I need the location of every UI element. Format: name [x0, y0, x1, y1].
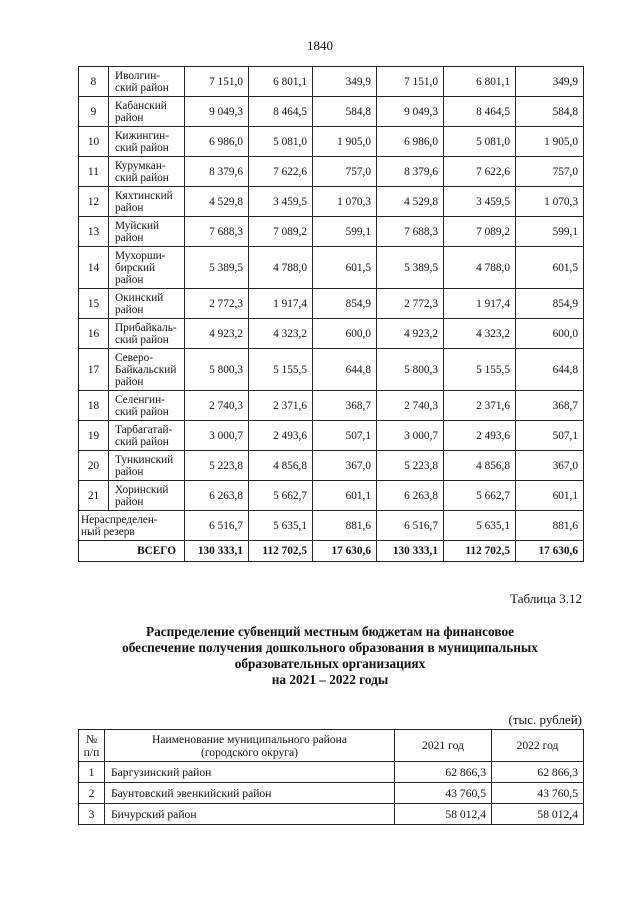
district-name-line: Кяхтинский: [115, 189, 173, 202]
value-cell: 6 986,0: [185, 127, 249, 157]
header-number: [79, 730, 105, 762]
row-number: 9: [79, 97, 109, 127]
value-cell: 7 622,6: [249, 157, 313, 187]
value-cell: 1 070,3: [313, 187, 377, 217]
district-name-line: ский район: [115, 435, 169, 448]
value-cell: 2 740,3: [377, 391, 444, 421]
district-name: [109, 451, 185, 481]
total-value-cell: 130 333,1: [185, 541, 249, 562]
district-name: [109, 187, 185, 217]
value-cell: 368,7: [313, 391, 377, 421]
value-cell: 5 635,1: [249, 511, 313, 541]
value-cell: 881,6: [313, 511, 377, 541]
value-cell: 2 493,6: [444, 421, 516, 451]
subsidy-table-continued: [78, 66, 584, 562]
value-cell: 2 772,3: [185, 289, 249, 319]
value-2022: 43 760,5: [492, 783, 584, 804]
value-cell: 5 081,0: [444, 127, 516, 157]
table-row: [79, 67, 584, 97]
unit-note: (тыс. рублей): [508, 712, 582, 727]
district-name-line: ский район: [115, 171, 169, 184]
value-cell: 4 923,2: [185, 319, 249, 349]
value-cell: 6 516,7: [185, 511, 249, 541]
district-name-line: бирский: [115, 261, 156, 274]
table-row: [79, 247, 584, 289]
section-title-line: Распределение субвенций местным бюджетам на финансовое: [145, 624, 515, 639]
value-cell: 5 155,5: [444, 349, 516, 391]
total-value-cell: 17 630,6: [313, 541, 377, 562]
value-2021: 43 760,5: [395, 783, 492, 804]
value-cell: 600,0: [313, 319, 377, 349]
table-row: [79, 319, 584, 349]
district-name-line: Окинский: [115, 291, 164, 304]
value-cell: 349,9: [313, 67, 377, 97]
district-name: [109, 97, 185, 127]
row-number: 13: [79, 217, 109, 247]
district-name-line: район: [115, 465, 144, 478]
total-value-cell: 17 630,6: [516, 541, 584, 562]
value-2022: 58 012,4: [492, 804, 584, 825]
district-name-line: район: [115, 111, 144, 124]
value-cell: 6 263,8: [185, 481, 249, 511]
value-cell: 584,8: [313, 97, 377, 127]
district-name: Бичурский район: [105, 804, 395, 825]
table-row: [79, 451, 584, 481]
district-name-line: район: [115, 273, 144, 286]
value-cell: 7 688,3: [185, 217, 249, 247]
district-name-line: Тарбагатай-: [115, 423, 173, 436]
value-cell: 5 081,0: [249, 127, 313, 157]
total-value-cell: 130 333,1: [377, 541, 444, 562]
table-row: [79, 289, 584, 319]
value-cell: 757,0: [313, 157, 377, 187]
value-cell: 644,8: [313, 349, 377, 391]
value-cell: 644,8: [516, 349, 584, 391]
value-cell: 854,9: [313, 289, 377, 319]
value-cell: 584,8: [516, 97, 584, 127]
value-cell: 8 379,6: [377, 157, 444, 187]
district-name: [109, 157, 185, 187]
value-cell: 367,0: [313, 451, 377, 481]
row-number: 11: [79, 157, 109, 187]
district-name-line: ский район: [115, 405, 169, 418]
value-cell: 7 688,3: [377, 217, 444, 247]
district-name-line: Тункинский: [115, 453, 174, 466]
value-cell: 881,6: [516, 511, 584, 541]
value-cell: 1 917,4: [249, 289, 313, 319]
value-cell: 4 529,8: [377, 187, 444, 217]
value-cell: 601,5: [516, 247, 584, 289]
value-cell: 3 000,7: [185, 421, 249, 451]
district-name: [109, 67, 185, 97]
district-name-line: район: [115, 375, 144, 388]
table-row: [79, 804, 584, 825]
table-row: [79, 97, 584, 127]
value-cell: 6 801,1: [444, 67, 516, 97]
value-cell: 757,0: [516, 157, 584, 187]
row-number: 3: [79, 804, 105, 825]
reserve-label: [79, 511, 185, 541]
district-name-line: Хоринский: [115, 483, 169, 496]
preschool-table-body: [79, 762, 584, 825]
table-row: [79, 217, 584, 247]
value-cell: 2 493,6: [249, 421, 313, 451]
district-name: [109, 247, 185, 289]
district-name: [109, 421, 185, 451]
row-number: 14: [79, 247, 109, 289]
value-cell: 349,9: [516, 67, 584, 97]
district-name: [109, 349, 185, 391]
value-cell: 854,9: [516, 289, 584, 319]
page-number: 1840: [307, 38, 333, 53]
value-cell: 599,1: [516, 217, 584, 247]
table-row: [79, 762, 584, 783]
value-cell: 9 049,3: [377, 97, 444, 127]
district-name: Баргузинский район: [105, 762, 395, 783]
header-district-name: [105, 730, 395, 762]
district-name-line: Северо-: [115, 351, 154, 364]
value-cell: 507,1: [516, 421, 584, 451]
district-name-line: Кижингин-: [115, 129, 169, 142]
district-name-line: Иволгин-: [115, 69, 161, 82]
subsidy-table-body: [79, 67, 584, 562]
total-value-cell: 112 702,5: [444, 541, 516, 562]
value-cell: 3 459,5: [249, 187, 313, 217]
section-title: [80, 624, 580, 688]
value-cell: 367,0: [516, 451, 584, 481]
table-row: [79, 187, 584, 217]
district-name: [109, 127, 185, 157]
value-cell: 5 155,5: [249, 349, 313, 391]
value-cell: 7 089,2: [444, 217, 516, 247]
row-number: 21: [79, 481, 109, 511]
table-row: [79, 391, 584, 421]
reserve-row: [79, 511, 584, 541]
district-name-line: Прибайкаль-: [115, 321, 177, 334]
value-cell: 2 772,3: [377, 289, 444, 319]
value-cell: 2 740,3: [185, 391, 249, 421]
value-cell: 601,1: [313, 481, 377, 511]
value-cell: 600,0: [516, 319, 584, 349]
district-name-line: ский район: [115, 141, 169, 154]
section-title-line: образовательных организациях: [234, 656, 426, 671]
header-2022: 2022 год: [492, 730, 584, 762]
row-number: 10: [79, 127, 109, 157]
value-cell: 5 389,5: [377, 247, 444, 289]
reserve-label-line: ный резерв: [81, 525, 135, 538]
value-cell: 2 371,6: [249, 391, 313, 421]
row-number: 17: [79, 349, 109, 391]
total-value-cell: 112 702,5: [249, 541, 313, 562]
table-row: [79, 127, 584, 157]
header-number-line: п/п: [83, 745, 100, 759]
preschool-subsidy-table: [78, 729, 584, 825]
district-name-line: Курумкан-: [115, 159, 166, 172]
row-number: 12: [79, 187, 109, 217]
value-cell: 4 923,2: [377, 319, 444, 349]
section-title-line: на 2021 – 2022 годы: [271, 672, 389, 687]
row-number: 2: [79, 783, 105, 804]
district-name: [109, 319, 185, 349]
value-cell: 7 151,0: [377, 67, 444, 97]
value-cell: 3 459,5: [444, 187, 516, 217]
value-cell: 6 986,0: [377, 127, 444, 157]
value-cell: 5 662,7: [249, 481, 313, 511]
value-cell: 601,1: [516, 481, 584, 511]
table-row: [79, 421, 584, 451]
value-cell: 601,5: [313, 247, 377, 289]
table-row: [79, 481, 584, 511]
header-2021: 2021 год: [395, 730, 492, 762]
reserve-label-line: Нераспределен-: [81, 513, 158, 526]
district-name-line: ский район: [115, 333, 169, 346]
value-cell: 5 800,3: [377, 349, 444, 391]
value-cell: 1 917,4: [444, 289, 516, 319]
row-number: 15: [79, 289, 109, 319]
value-2021: 58 012,4: [395, 804, 492, 825]
value-cell: 5 223,8: [377, 451, 444, 481]
district-name: [109, 481, 185, 511]
district-name-line: Кабанский: [115, 99, 167, 112]
value-cell: 8 379,6: [185, 157, 249, 187]
value-cell: 1 905,0: [313, 127, 377, 157]
value-cell: 1 070,3: [516, 187, 584, 217]
value-cell: 5 389,5: [185, 247, 249, 289]
header-number-line: №: [85, 732, 98, 746]
row-number: 19: [79, 421, 109, 451]
row-number: 16: [79, 319, 109, 349]
value-cell: 8 464,5: [249, 97, 313, 127]
value-cell: 4 788,0: [249, 247, 313, 289]
value-cell: 2 371,6: [444, 391, 516, 421]
district-name-line: Муйский: [115, 219, 160, 232]
district-name-line: район: [115, 201, 144, 214]
value-cell: 7 151,0: [185, 67, 249, 97]
section-title-line: обеспечение получения дошкольного образования в муниципальных: [122, 640, 538, 655]
value-cell: 6 263,8: [377, 481, 444, 511]
row-number: 20: [79, 451, 109, 481]
row-number: 1: [79, 762, 105, 783]
value-cell: 7 089,2: [249, 217, 313, 247]
value-cell: 5 662,7: [444, 481, 516, 511]
district-name: [109, 289, 185, 319]
value-2022: 62 866,3: [492, 762, 584, 783]
value-cell: 4 856,8: [444, 451, 516, 481]
value-cell: 4 856,8: [249, 451, 313, 481]
table-row: [79, 783, 584, 804]
value-cell: 9 049,3: [185, 97, 249, 127]
table-row: [79, 157, 584, 187]
value-cell: 368,7: [516, 391, 584, 421]
district-name: [109, 391, 185, 421]
district-name: Баунтовский эвенкийский район: [105, 783, 395, 804]
value-cell: 8 464,5: [444, 97, 516, 127]
row-number: 8: [79, 67, 109, 97]
value-cell: 4 788,0: [444, 247, 516, 289]
value-2021: 62 866,3: [395, 762, 492, 783]
value-cell: 1 905,0: [516, 127, 584, 157]
value-cell: 4 323,2: [249, 319, 313, 349]
district-name-line: Мухорши-: [115, 249, 166, 262]
district-name-line: район: [115, 231, 144, 244]
district-name-line: район: [115, 495, 144, 508]
value-cell: 4 323,2: [444, 319, 516, 349]
header-name-line: Наименование муниципального района: [151, 732, 348, 746]
value-cell: 6 801,1: [249, 67, 313, 97]
value-cell: 507,1: [313, 421, 377, 451]
value-cell: 5 635,1: [444, 511, 516, 541]
value-cell: 599,1: [313, 217, 377, 247]
value-cell: 7 622,6: [444, 157, 516, 187]
table-header-row: [79, 730, 584, 762]
value-cell: 6 516,7: [377, 511, 444, 541]
district-name-line: ский район: [115, 81, 169, 94]
row-number: 18: [79, 391, 109, 421]
district-name: [109, 217, 185, 247]
value-cell: 5 223,8: [185, 451, 249, 481]
total-label: ВСЕГО: [79, 541, 185, 562]
table-label: Таблица 3.12: [510, 591, 582, 606]
district-name-line: Байкальский: [115, 363, 177, 376]
district-name-line: Селенгин-: [115, 393, 165, 406]
table-row: [79, 349, 584, 391]
total-row: [79, 541, 584, 562]
value-cell: 4 529,8: [185, 187, 249, 217]
value-cell: 3 000,7: [377, 421, 444, 451]
header-name-line: (городского округа): [200, 745, 299, 759]
district-name-line: район: [115, 303, 144, 316]
value-cell: 5 800,3: [185, 349, 249, 391]
